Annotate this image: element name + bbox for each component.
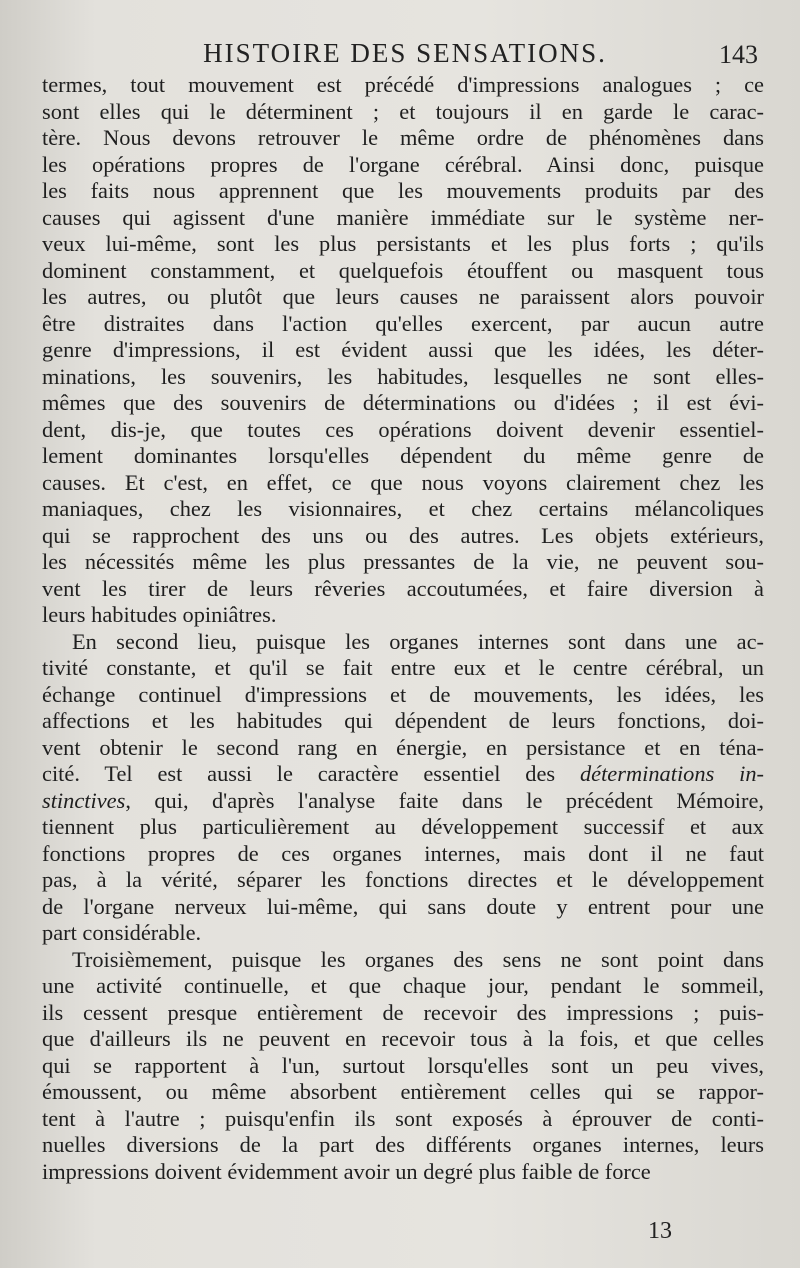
text-line: tiennent plus particulièrement au développement successif et aux <box>42 814 764 839</box>
page-header <box>40 34 770 74</box>
text-line: leurs habitudes opiniâtres. <box>42 602 277 627</box>
text-line: tent à l'autre ; puisqu'enfin ils sont exposés à éprouver de conti- <box>42 1105 764 1131</box>
text-line: tère. Nous devons retrouver le même ordre de phénomènes dans <box>42 125 764 150</box>
text-line: les faits nous apprennent que les mouvements produits par des <box>42 178 764 203</box>
text-line: part considérable. <box>42 920 202 945</box>
text-line: lement dominantes lorsqu'elles dépendent du même genre de <box>42 443 764 468</box>
text-line: fonctions propres de ces organes internes, mais dont il ne faut <box>42 840 764 866</box>
text-line: ils cessent presque entièrement de recevoir des impressions ; puis- <box>42 999 764 1025</box>
text-line: être distraites dans l'action qu'elles exercent, par aucun autre <box>42 310 764 336</box>
text-line: stinctives, qui, d'après l'analyse faite dans le précédent Mémoire, <box>42 787 764 813</box>
text-line: causes. Et c'est, en effet, ce que nous voyons clairement chez les <box>42 469 764 495</box>
text-line: qui se rapportent à l'un, surtout lorsqu'elles sont un peu vives, <box>42 1052 764 1078</box>
text-line: échange continuel d'impressions et de mouvements, les idées, les <box>42 681 764 707</box>
text-line: tivité constante, et qu'il se fait entre eux et le centre cérébral, un <box>42 655 764 680</box>
text-line: impressions doivent évidemment avoir un degré plus faible de force <box>42 1158 651 1184</box>
paragraph-2 <box>42 629 764 947</box>
text-line: mêmes que des souvenirs de déterminations ou d'idées ; il est évi- <box>42 390 764 415</box>
text-line: une activité continuelle, et que chaque jour, pendant le sommeil, <box>42 973 764 998</box>
text-line: pas, à la vérité, séparer les fonctions directes et le développement <box>42 867 764 892</box>
text-line: dent, dis-je, que toutes ces opérations doivent devenir essentiel- <box>42 416 764 442</box>
text-line: de l'organe nerveux lui-même, qui sans doute y entrent pour une <box>42 893 764 919</box>
text-line: vent les tirer de leurs rêveries accoutumées, et faire diversion à <box>42 575 764 601</box>
text-line: qui se rapprochent des uns ou des autres. Les objets extérieurs, <box>42 522 764 548</box>
text-line: Troisièmement, puisque les organes des sens ne sont point dans <box>72 946 764 972</box>
text-line: émoussent, ou même absorbent entièrement celles qui se rappor- <box>42 1079 764 1104</box>
text-line: les opérations propres de l'organe cérébral. Ainsi donc, puisque <box>42 151 764 177</box>
body-text <box>42 72 764 1185</box>
text-line: dominent constamment, et quelquefois étouffent ou masquent tous <box>42 257 764 283</box>
paragraph-3 <box>42 947 764 1186</box>
page-number: 143 <box>719 40 758 69</box>
text-line: genre d'impressions, il est évident aussi que les idées, les déter- <box>42 337 764 362</box>
text-line: minations, les souvenirs, les habitudes, lesquelles ne sont elles- <box>42 363 764 389</box>
text-line: termes, tout mouvement est précédé d'impressions analogues ; ce <box>42 72 764 97</box>
signature-mark: 13 <box>648 1218 672 1244</box>
running-title: HISTOIRE DES SENSATIONS. <box>203 38 607 68</box>
text-line: causes qui agissent d'une manière immédiate sur le système ner- <box>42 204 764 230</box>
text-line: En second lieu, puisque les organes internes sont dans une ac- <box>72 628 764 654</box>
text-line: affections et les habitudes qui dépendent de leurs fonctions, doi- <box>42 708 764 733</box>
text-line: maniaques, chez les visionnaires, et chez certains mélancoliques <box>42 496 764 521</box>
text-line: cité. Tel est aussi le caractère essentiel des déterminations in- <box>42 761 764 786</box>
text-line: que d'ailleurs ils ne peuvent en recevoir tous à la fois, et que celles <box>42 1026 764 1051</box>
text-line: les autres, ou plutôt que leurs causes ne paraissent alors pouvoir <box>42 284 764 309</box>
text-line: vent obtenir le second rang en énergie, en persistance et en téna- <box>42 734 764 760</box>
text-line: veux lui-même, sont les plus persistants et les plus forts ; qu'ils <box>42 231 764 256</box>
text-line: les nécessités même les plus pressantes de la vie, ne peuvent sou- <box>42 549 764 574</box>
text-line: sont elles qui le déterminent ; et toujours il en garde le carac- <box>42 98 764 124</box>
text-line: nuelles diversions de la part des différents organes internes, leurs <box>42 1132 764 1157</box>
paragraph-1 <box>42 72 764 629</box>
